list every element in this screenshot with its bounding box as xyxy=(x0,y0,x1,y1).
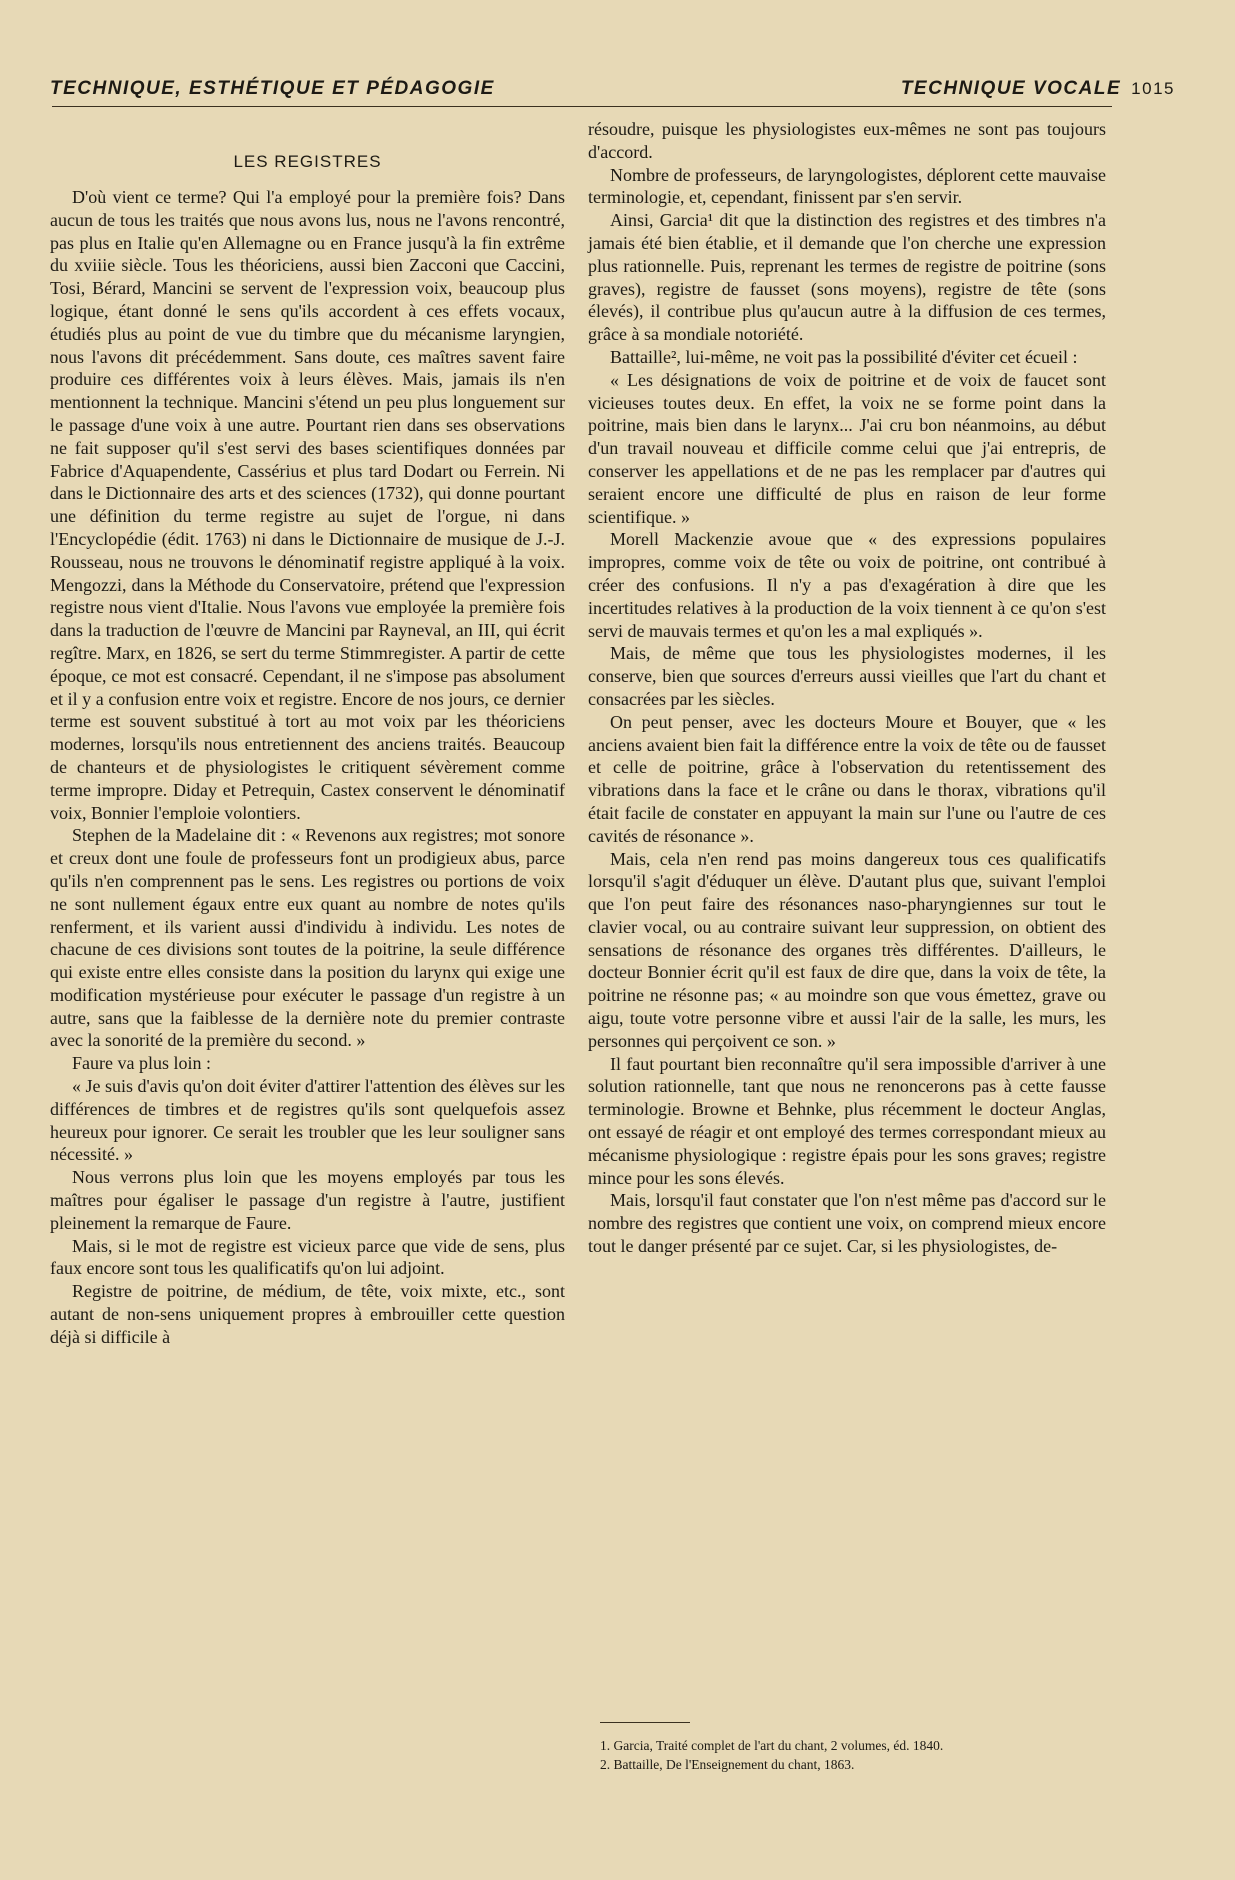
paragraph: Il faut pourtant bien reconnaître qu'il sera impossible d'arriver à une solution rationnelle, tant que nous ne renoncerons pas à cette fausse terminologie. Browne et Behnke, plus récemment le docteur Anglas, ont essayé de réagir et ont employé des termes correspondant mieux au mécanisme physiologique : registre épais pour les sons graves; registre mince pour les sons élevés. xyxy=(588,1053,1106,1188)
paragraph: D'où vient ce terme? Qui l'a employé pour la première fois? Dans aucun de tous les traités que nous avons lus, nous ne l'avons rencontré, pas plus en Italie qu'en Allemagne ou en France jusqu'à la fin extrême du xviiie siècle. Tous les théoriciens, aussi bien Zacconi que Caccini, Tosi, Bérard, Mancini se servent de l'expression voix, beaucoup plus logique, étant donné le sens qu'ils accordent à ces effets vocaux, étudiés plus au point de vue du timbre que du mécanisme laryngien, nous l'avons dit précédemment. Sans doute, ces maîtres savent faire produire ces différentes voix à leurs élèves. Mais, jamais ils n'en mentionnent la technique. Mancini s'étend un peu plus longuement sur le passage d'une voix à une autre. Pourtant rien dans ses observations ne fait supposer qu'il s'est servi des bases scientifiques données par Fabrice d'Aquapendente, Cassérius et plus tard Dodart ou Ferrein. Ni dans le Dictionnaire des arts et des sciences (1732), qui donne pourtant une définition du terme registre au sujet de l'orgue, ni dans l'Encyclopédie (édit. 1763) ni dans le Dictionnaire de musique de J.-J. Rousseau, nous ne trouvons le dénominatif registre appliqué à la voix. Mengozzi, dans la Méthode du Conservatoire, prétend que l'expression registre nous vient d'Italie. Nous l'avons vue employée la première fois dans la traduction de l'œuvre de Mancini par Rayneval, an III, qui écrit regître. Marx, en 1826, se sert du terme Stimmregister. A partir de cette époque, ce mot est consacré. Cependant, il ne s'impose pas absolument et il y a confusion entre voix et registre. Encore de nos jours, ce dernier terme est souvent substitué à tort au mot voix par les théoriciens modernes, lorsqu'ils nous entretiennent des anciens traités. Beaucoup de chanteurs et de physiologistes le critiquent sévèrement comme terme impropre. Diday et Petrequin, Castex conservent le dénominatif voix, Bonnier l'emploie volontiers. xyxy=(50,187,565,823)
paragraph: Mais, si le mot de registre est vicieux parce que vide de sens, plus faux encore sont tous les qualificatifs qu'on lui adjoint. xyxy=(50,1235,565,1279)
running-header xyxy=(50,78,1175,108)
page-number: 1015 xyxy=(1131,79,1175,98)
paragraph: Nombre de professeurs, de laryngologistes, déplorent cette mauvaise terminologie, et, cependant, finissent par s'en servir. xyxy=(588,164,1106,208)
paragraph: Stephen de la Madelaine dit : « Revenons aux registres; mot sonore et creux dont une foule de professeurs font un prodigieux abus, parce qu'ils n'en comprennent pas le sens. Les registres ou portions de voix ne sont nullement égaux entre eux quant au nombre de notes qu'ils renferment, et ils varient aussi d'individu à individu. Les notes de chacune de ces divisions sont toutes de la poitrine, la seule différence qui existe entre elles consiste dans la position du larynx qui exige une modification mystérieuse pour exécuter le passage d'un registre à un autre, sans que la faiblesse de la dernière note du premier contraste avec la sonorité de la première du second. » xyxy=(50,825,565,1051)
paragraph: Battaille², lui-même, ne voit pas la possibilité d'éviter cet écueil : xyxy=(610,346,1078,367)
paragraph: « Les désignations de voix de poitrine et de voix de faucet sont vicieuses toutes deux. En effet, la voix ne se forme point dans la poitrine, mais bien dans le larynx... J'ai cru bon néanmoins, au début d'un travail nouveau et difficile comme celui que j'ai entrepris, de conserver les appellations et de ne pas les remplacer par d'autres qui seraient encore une difficulté de plus en raison de leur forme scientifique. » xyxy=(588,369,1106,527)
paragraph: Faure va plus loin : xyxy=(72,1053,211,1074)
footnote-rule xyxy=(600,1722,690,1723)
paragraph: Nous verrons plus loin que les moyens employés par tous les maîtres pour égaliser le passage d'un registre à l'autre, justifient pleinement la remarque de Faure. xyxy=(50,1167,565,1233)
left-column xyxy=(50,186,565,1349)
header-right xyxy=(901,78,1175,100)
header-left-title: TECHNIQUE, ESTHÉTIQUE ET PÉDAGOGIE xyxy=(50,78,495,99)
header-right-title: TECHNIQUE VOCALE xyxy=(900,78,1122,99)
footnotes xyxy=(600,1736,1100,1774)
paragraph: Mais, cela n'en rend pas moins dangereux tous ces qualificatifs lorsqu'il s'agit d'éduquer un élève. D'autant plus que, suivant l'emploi que l'on peut faire des résonances naso-pharyngiennes sur tout le clavier vocal, ou au contraire suivant leur suppression, on obtient des sensations de résonance des organes très différentes. D'ailleurs, le docteur Bonnier écrit qu'il est faux de dire que, dans la voix de tête, la poitrine ne résonne pas; « au moindre son que vous émettez, grave ou aigu, toute votre personne vibre et aussi l'air de la salle, les murs, les personnes qui perçoivent ce son. » xyxy=(588,848,1106,1051)
paragraph: « Je suis d'avis qu'on doit éviter d'attirer l'attention des élèves sur les différences de timbres et de registres qu'ils sont quelquefois assez heureux pour ignorer. Ce serait les troubler que les leur souligner sans nécessité. » xyxy=(50,1076,565,1165)
paragraph: Mais, de même que tous les physiologistes modernes, il les conserve, bien que sources d'erreurs aussi vieilles que l'art du chant et consacrées par les siècles. xyxy=(588,643,1106,709)
right-column xyxy=(588,118,1106,1258)
paragraph: résoudre, puisque les physiologistes eux-mêmes ne sont pas toujours d'accord. xyxy=(588,119,1106,162)
header-rule xyxy=(52,106,1112,107)
footnote: 1. Garcia, Traité complet de l'art du chant, 2 volumes, éd. 1840. xyxy=(600,1738,944,1753)
paragraph: On peut penser, avec les docteurs Moure et Bouyer, que « les anciens avaient bien fait la différence entre la voix de tête ou de fausset et celle de poitrine, grâce à l'observation du retentissement des vibrations dans la face et le crâne ou dans le thorax, vibrations qu'il était facile de constater en appuyant la main sur l'une ou l'autre de ces cavités de résonance ». xyxy=(588,711,1106,846)
paragraph: Morell Mackenzie avoue que « des expressions populaires impropres, comme voix de tête ou voix de poitrine, ont contribué à créer des confusions. Il n'y a pas d'exagération à dire que les incertitudes relatives à la production de la voix tiennent à ce qu'on s'est servi de mauvais termes et qu'on les a mal expliqués ». xyxy=(588,529,1106,641)
paragraph: Registre de poitrine, de médium, de tête, voix mixte, etc., sont autant de non-sens uniquement propres à embrouiller cette question déjà si difficile à xyxy=(50,1281,565,1347)
section-title: LES REGISTRES xyxy=(233,152,382,171)
footnote: 2. Battaille, De l'Enseignement du chant, 1863. xyxy=(600,1757,855,1772)
paragraph: Ainsi, Garcia¹ dit que la distinction des registres et des timbres n'a jamais été bien établie, et il demande que l'on cherche une expression plus rationnelle. Puis, reprenant les termes de registre de poitrine (sons graves), registre de fausset (sons moyens), registre de tête (sons élevés), il contribue plus qu'aucun autre à la diffusion de ces termes, grâce à sa mondiale notoriété. xyxy=(588,210,1106,345)
paragraph: Mais, lorsqu'il faut constater que l'on n'est même pas d'accord sur le nombre des registres que contient une voix, on comprend mieux encore tout le danger présenté par ce sujet. Car, si les physiologistes, de- xyxy=(588,1190,1106,1257)
